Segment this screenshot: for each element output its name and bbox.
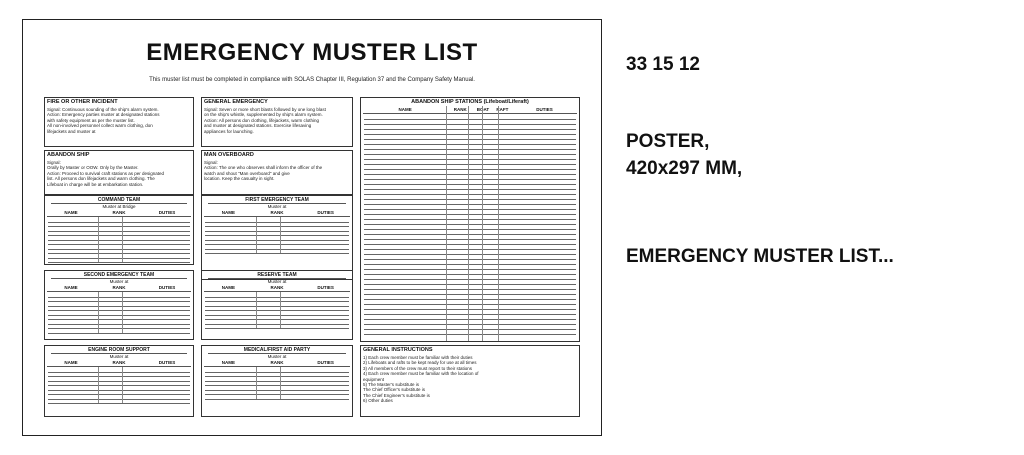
table-row: [205, 231, 349, 232]
table-row: [48, 258, 190, 259]
fire-line: All non-involved personnel collect warm clothing, don: [47, 123, 153, 129]
table-row: [205, 372, 349, 373]
table-row: [364, 214, 576, 215]
table-row: [48, 297, 190, 298]
table-row: [364, 229, 576, 230]
table-row: [364, 244, 576, 245]
table-row: [205, 235, 349, 236]
col-name: NAME: [64, 285, 78, 290]
table-row: [364, 149, 576, 150]
fire-title: FIRE OR OTHER INCIDENT: [47, 99, 118, 105]
col-duties: DUTIES: [158, 285, 176, 290]
table-row: [48, 262, 190, 263]
table-row: [48, 324, 190, 325]
col-rank: RANK: [270, 360, 284, 365]
col-name: NAME: [221, 360, 235, 365]
table-row: [205, 324, 349, 325]
instruction-line: The Chief Engineer's substitute is: [363, 392, 430, 398]
general-instructions-section: [360, 345, 580, 417]
table-row: [48, 394, 190, 395]
fire-line: Signal: Continuous sounding of the ship's alarm system.: [47, 107, 159, 112]
table-row: [364, 204, 576, 205]
second-emergency-team-table: [44, 270, 194, 340]
table-row: [48, 385, 190, 386]
instruction-line: 5) The Master's substitute is: [363, 382, 420, 388]
column-divider: [256, 367, 257, 399]
table-row: [48, 306, 190, 307]
table-row: [364, 254, 576, 255]
column-divider: [256, 217, 257, 253]
table-row: [364, 284, 576, 285]
table-row: [205, 306, 349, 307]
table-row: [205, 249, 349, 250]
fire-line: with safety equipment as per the muster list.: [47, 117, 135, 123]
column-divider: [98, 217, 99, 262]
table-row: [364, 264, 576, 265]
table-row: [205, 394, 349, 395]
col-duties: DUTIES: [317, 285, 334, 290]
table-row: [48, 240, 190, 241]
team-rows: [202, 292, 352, 328]
table-row: [48, 319, 190, 320]
abandon-line: Orally by Master or OOW. Only by the Master.: [47, 165, 139, 171]
fire-line: lifejackets and muster at: [47, 128, 96, 134]
abandon-ship-stations-table: [360, 97, 580, 342]
table-row: [205, 315, 349, 316]
product-name: EMERGENCY MUSTER LIST...: [626, 246, 894, 267]
team-muster-location: Muster at: [109, 354, 129, 359]
general-line: appliances for launching.: [204, 128, 254, 134]
team-header: [47, 210, 191, 217]
table-row: [48, 231, 190, 232]
mob-line: Action: The one who observes shall inform the officer of the: [204, 165, 323, 171]
product-type: POSTER,: [626, 131, 710, 152]
table-row: [364, 334, 576, 335]
team-rows: [45, 367, 193, 403]
reserve-team-table: [201, 270, 353, 340]
column-divider: [122, 292, 123, 333]
team-title: COMMAND TEAM: [51, 197, 187, 204]
table-row: [364, 144, 576, 145]
instruction-line: The Chief Officer's substitute is: [363, 387, 426, 393]
col-name: NAME: [221, 210, 235, 215]
col-duties: DUTIES: [317, 360, 334, 365]
instruction-line: 4) Each crew member must be familiar with the location of: [363, 371, 479, 377]
abandon-ship-title: ABANDON SHIP: [47, 152, 90, 158]
table-row: [364, 189, 576, 190]
column-divider: [122, 367, 123, 403]
muster-list-poster: [22, 19, 602, 436]
table-row: [48, 333, 190, 334]
col-boat: BOAT: [476, 107, 490, 112]
column-divider: [98, 292, 99, 333]
table-row: [205, 310, 349, 311]
table-row: [48, 253, 190, 254]
table-row: [48, 244, 190, 245]
table-row: [364, 129, 576, 130]
table-row: [364, 164, 576, 165]
general-emergency-title: GENERAL EMERGENCY: [204, 99, 268, 105]
table-row: [205, 390, 349, 391]
table-row: [364, 309, 576, 310]
column-divider: [256, 292, 257, 328]
abandon-ship-section: [44, 150, 194, 195]
poster-title: EMERGENCY MUSTER LIST: [146, 39, 478, 66]
table-row: [364, 134, 576, 135]
table-row: [205, 240, 349, 241]
table-row: [48, 399, 190, 400]
table-row: [364, 274, 576, 275]
man-overboard-title: MAN OVERBOARD: [204, 152, 254, 158]
column-divider: [122, 217, 123, 262]
medical-party-table: [201, 345, 353, 417]
table-row: [205, 381, 349, 382]
abandon-line: Lifeboat in charge will be at embarkation station.: [47, 181, 144, 187]
table-row: [48, 328, 190, 329]
col-rank: RANK: [270, 210, 284, 215]
instruction-line: 1) Each crew member must be familiar with their duties: [363, 355, 473, 360]
table-row: [364, 119, 576, 120]
instruction-line: 6) Other duties: [363, 398, 393, 404]
col-rank: RANK: [112, 210, 126, 215]
abandon-line: Signal:: [47, 160, 61, 165]
column-divider: [280, 292, 281, 328]
table-row: [205, 376, 349, 377]
table-row: [205, 253, 349, 254]
table-row: [364, 219, 576, 220]
table-row: [205, 244, 349, 245]
table-row: [364, 139, 576, 140]
mob-line: watch and shout "Man overboard" and give: [204, 170, 290, 176]
general-line: on the ship's whistle, supplemented by ship's alarm system.: [204, 112, 323, 118]
table-row: [364, 329, 576, 330]
table-row: [364, 154, 576, 155]
product-size: 420x297 MM,: [626, 158, 743, 179]
col-rank: RANK: [112, 360, 126, 365]
team-header: [204, 360, 350, 367]
table-row: [364, 184, 576, 185]
table-row: [48, 222, 190, 223]
table-row: [364, 249, 576, 250]
table-row: [364, 224, 576, 225]
team-title: SECOND EMERGENCY TEAM: [51, 272, 187, 279]
table-row: [48, 381, 190, 382]
table-row: [48, 235, 190, 236]
instruction-line: 3) All members of the crew must report to their stations: [363, 365, 473, 371]
table-row: [364, 304, 576, 305]
table-row: [364, 234, 576, 235]
team-muster-location: Muster at: [267, 204, 287, 209]
table-row: [48, 249, 190, 250]
table-row: [364, 124, 576, 125]
col-duties: DUTIES: [536, 107, 553, 112]
abandon-line: Action: Proceed to survival craft stations as per designated: [47, 170, 165, 176]
table-row: [364, 239, 576, 240]
team-muster-location: Muster at: [267, 354, 287, 359]
column-divider: [280, 217, 281, 253]
team-rows: [45, 292, 193, 333]
table-row: [364, 314, 576, 315]
table-row: [48, 226, 190, 227]
column-divider: [280, 367, 281, 399]
table-row: [205, 328, 349, 329]
table-row: [48, 301, 190, 302]
command-team-table: [44, 195, 194, 265]
col-name: NAME: [398, 107, 412, 112]
general-line: Action: All persons don clothing, lifejackets, warm clothing: [204, 117, 320, 123]
table-row: [364, 269, 576, 270]
table-row: [205, 301, 349, 302]
team-title: ENGINE ROOM SUPPORT: [51, 347, 187, 354]
table-row: [364, 319, 576, 320]
table-row: [48, 372, 190, 373]
mob-line: location. Keep the casualty in sight.: [204, 176, 275, 182]
col-rank: RANK: [453, 107, 467, 112]
table-row: [364, 209, 576, 210]
column-divider: [98, 367, 99, 403]
col-rank: RANK: [270, 285, 284, 290]
col-raft: RAFT: [496, 107, 509, 112]
table-row: [364, 199, 576, 200]
team-rows: [202, 367, 352, 399]
team-title: MEDICAL/FIRST AID PARTY: [208, 347, 346, 354]
team-muster-location: Muster at: [109, 279, 129, 284]
poster-subtitle: This muster list must be completed in compliance with SOLAS Chapter III, Regulation 37 and the Company Safety Manual.: [149, 77, 475, 83]
table-row: [364, 324, 576, 325]
stations-header: [363, 107, 577, 114]
fire-line: Action: Emergency parties muster at designated stations: [47, 112, 160, 118]
table-row: [364, 174, 576, 175]
table-row: [48, 315, 190, 316]
instruction-line: equipment: [363, 376, 385, 382]
team-header: [204, 210, 350, 217]
engine-room-support-table: [44, 345, 194, 417]
team-title: RESERVE TEAM: [208, 272, 346, 279]
stations-title: ABANDON SHIP STATIONS (Lifeboat/Liferaft): [411, 99, 529, 105]
table-row: [364, 299, 576, 300]
table-row: [364, 169, 576, 170]
general-line: Signal: Seven or more short blasts followed by one long blast: [204, 107, 326, 112]
col-name: NAME: [221, 285, 235, 290]
team-title: FIRST EMERGENCY TEAM: [208, 197, 346, 204]
table-row: [48, 310, 190, 311]
team-rows: [202, 217, 352, 253]
team-muster-location: Muster at Bridge: [102, 204, 136, 209]
table-row: [48, 390, 190, 391]
table-row: [205, 226, 349, 227]
general-instructions-title: GENERAL INSTRUCTIONS: [363, 347, 433, 353]
man-overboard-section: [201, 150, 353, 195]
instruction-line: 2) Lifeboats and rafts to be kept ready for use at all times: [363, 360, 477, 366]
team-rows: [45, 217, 193, 262]
table-row: [364, 179, 576, 180]
general-emergency-section: [201, 97, 353, 147]
general-line: and muster at designated stations. Exercise lifesaving: [204, 123, 312, 129]
abandon-line: list. All persons don lifejackets and warm clothing. The: [47, 176, 155, 182]
col-rank: RANK: [112, 285, 126, 290]
table-row: [364, 194, 576, 195]
product-code: 33 15 12: [626, 54, 700, 75]
fire-section: [44, 97, 194, 147]
first-emergency-team-table: [201, 195, 353, 280]
team-muster-location: Muster at: [267, 279, 287, 284]
table-row: [205, 297, 349, 298]
col-name: NAME: [64, 210, 78, 215]
team-header: [47, 285, 191, 292]
col-name: NAME: [64, 360, 78, 365]
table-row: [364, 259, 576, 260]
table-row: [205, 319, 349, 320]
col-duties: DUTIES: [158, 360, 176, 365]
table-row: [205, 385, 349, 386]
table-row: [205, 222, 349, 223]
team-header: [204, 285, 350, 292]
mob-line: Signal:: [204, 160, 218, 165]
table-row: [364, 294, 576, 295]
stations-rows: [361, 114, 579, 339]
col-duties: DUTIES: [317, 210, 334, 215]
table-row: [205, 399, 349, 400]
table-row: [364, 159, 576, 160]
table-row: [364, 279, 576, 280]
table-row: [48, 403, 190, 404]
table-row: [48, 376, 190, 377]
col-duties: DUTIES: [158, 210, 176, 215]
table-row: [364, 289, 576, 290]
team-header: [47, 360, 191, 367]
